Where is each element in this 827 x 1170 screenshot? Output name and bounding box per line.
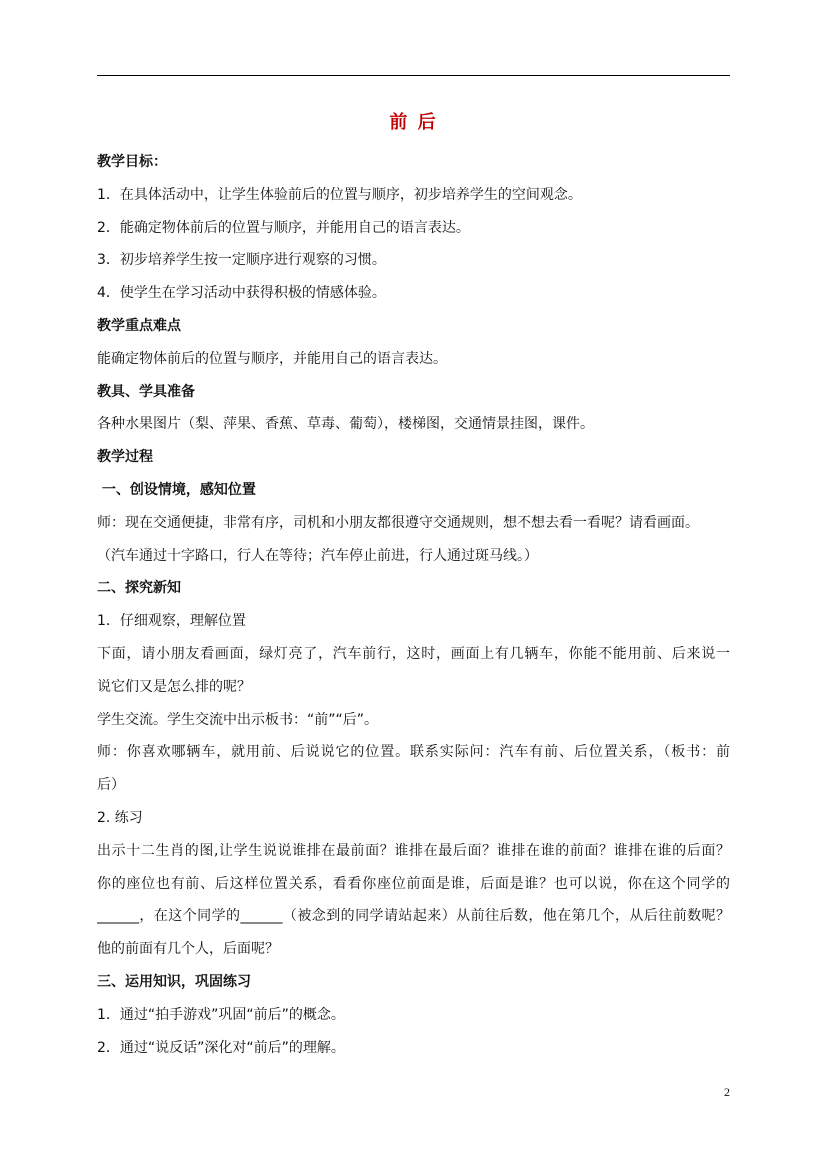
section-heading: 一、创设情境，感知位置 xyxy=(97,481,256,498)
paragraph-line: 能确定物体前后的位置与顺序，并能用自己的语言表达。 xyxy=(97,350,447,367)
paragraph-line: 3．初步培养学生按一定顺序进行观察的习惯。 xyxy=(97,252,386,269)
paragraph-line: 后） xyxy=(97,777,125,794)
section-heading: 教具、学具准备 xyxy=(97,383,195,400)
header-rule xyxy=(97,75,730,76)
document-body xyxy=(97,146,730,1064)
paragraph-line: 下面，请小朋友看画面，绿灯亮了，汽车前行，这时，画面上有几辆车，你能不能用前、后来说一 xyxy=(97,645,730,662)
page-number: 2 xyxy=(724,1085,730,1099)
paragraph-line: ______，在这个同学的______（被念到的同学请站起来）从前往后数，他在第几个，从后往前数呢？ xyxy=(97,908,730,925)
section-heading: 教学过程 xyxy=(97,449,153,466)
paragraph-line: 师：你喜欢哪辆车，就用前、后说说它的位置。联系实际问：汽车有前、后位置关系，（板书：前 xyxy=(97,744,730,761)
paragraph-line: 说它们又是怎么排的呢？ xyxy=(97,678,251,695)
paragraph-line: 2．能确定物体前后的位置与顺序，并能用自己的语言表达。 xyxy=(97,219,470,236)
paragraph-line: 4．使学生在学习活动中获得积极的情感体验。 xyxy=(97,285,386,302)
paragraph-line: 2. 练习 xyxy=(97,809,143,826)
paragraph-line: 2．通过“说反话”深化对“前后”的理解。 xyxy=(97,1039,345,1056)
section-heading: 二、探究新知 xyxy=(97,580,181,597)
section-heading: 教学重点难点 xyxy=(97,317,181,334)
paragraph-line: 各种水果图片（梨、萍果、香蕉、草毒、葡萄），楼梯图，交通情景挂图，课件。 xyxy=(97,416,594,433)
paragraph-line: 1．仔细观察，理解位置 xyxy=(97,613,246,630)
paragraph-line: 1．通过“拍手游戏”巩固“前后”的概念。 xyxy=(97,1006,345,1023)
document-title: 前 后 xyxy=(389,112,438,133)
paragraph-line: 出示十二生肖的图,让学生说说谁排在最前面？谁排在最后面？谁排在谁的前面？谁排在谁的后面？ xyxy=(97,842,730,859)
paragraph-line: 他的前面有几个人，后面呢？ xyxy=(97,941,279,958)
paragraph-line: 师：现在交通便捷，非常有序，司机和小朋友都很遵守交通规则，想不想去看一看呢？请看画面。 xyxy=(97,514,699,531)
paragraph-line: （汽车通过十字路口，行人在等待；汽车停止前进，行人通过斑马线。） xyxy=(97,547,538,564)
section-heading: 三、运用知识，巩固练习 xyxy=(97,973,251,990)
paragraph-line: 学生交流。学生交流中出示板书：“前”“后”。 xyxy=(97,711,379,728)
section-heading: 教学目标： xyxy=(97,154,167,170)
paragraph-line: 你的座位也有前、后这样位置关系，看看你座位前面是谁，后面是谁？也可以说，你在这个同学的 xyxy=(97,875,730,892)
paragraph-line: 1．在具体活动中，让学生体验前后的位置与顺序，初步培养学生的空间观念。 xyxy=(97,186,582,203)
